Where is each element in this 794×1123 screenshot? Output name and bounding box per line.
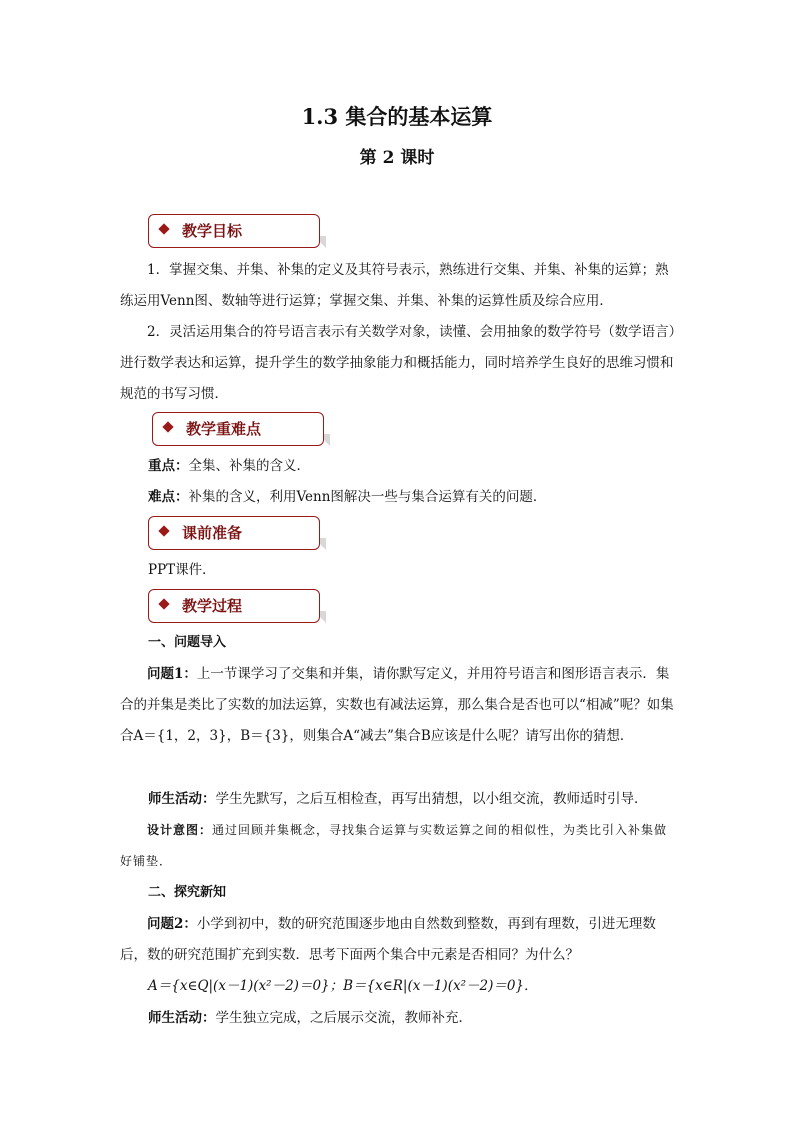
question-2-label: 问题2： [147,916,197,932]
question-1-label: 问题1： [147,666,197,682]
part-one-title: 一、问题导入 [148,635,227,650]
activity-2-paragraph [148,1003,676,1034]
section-header-keypoints [152,412,326,446]
activity-1-text: 学生先默写，之后互相检查，再写出猜想，以小组交流，教师适时引导． [215,791,648,807]
difficult-point-line [148,482,676,513]
key-point-text: 全集、补集的含义． [188,458,310,474]
section-header-goals [148,214,322,248]
design-intent-text: 通过回顾并集概念，寻找集合运算与实数运算之间的相似性，为类比引入补集做好铺垫． [120,823,668,868]
section-label: 课前准备 [182,524,243,542]
question-1-paragraph [120,659,676,752]
question-1-text: 上一节课学习了交集和并集，请你默写定义，并用符号语言和图形语言表示．集合的并集是类比了实数的加法运算，实数也有减法运算，那么集合是否也可以“相减”呢？如集合A＝{1，2，3}，B＝{3}，则集合A“减去”集合B应该是什么呢？请写出你的猜想． [120,666,674,744]
prep-text: PPT课件． [148,562,216,578]
design-intent-paragraph [120,815,676,877]
document-subtitle: 第 2 课时 [359,148,435,168]
section-header-process [148,589,322,623]
activity-2-label: 师生活动： [148,1010,216,1026]
design-intent-label: 设计意图： [147,823,213,837]
goal-paragraph-1: 1．掌握交集、并集、补集的定义及其符号表示，熟练进行交集、并集、补集的运算；熟练运用Venn图、数轴等进行运算；掌握交集、并集、补集的运算性质及综合应用． [120,262,669,309]
part-two-title: 二、探究新知 [148,885,227,900]
set-formula: A＝{x∈Q|(x－1)(x²－2)＝0}；B＝{x∈R|(x－1)(x²－2)＝0}． [148,978,538,994]
difficult-point-label: 难点： [148,489,189,505]
section-header-prep [148,516,322,550]
question-2-paragraph [120,909,676,971]
activity-2-text: 学生独立完成，之后展示交流，教师补充． [215,1010,472,1026]
document-title: 1.3 集合的基本运算 [301,104,493,129]
difficult-point-text: 补集的含义，利用Venn图解决一些与集合运算有关的问题． [188,489,547,505]
section-label: 教学目标 [182,222,243,240]
activity-1-label: 师生活动： [148,791,216,807]
key-point-line [148,451,676,482]
question-2-text: 小学到初中，数的研究范围逐步地由自然数到整数，再到有理数，引进无理数后，数的研究范围扩充到实数．思考下面两个集合中元素是否相同？为什么？ [120,916,656,963]
goal-paragraph-2: 2．灵活运用集合的符号语言表示有关数学对象，读懂、会用抽象的数学符号（数学语言）进行数学表达和运算，提升学生的数学抽象能力和概括能力，同时培养学生良好的思维习惯和规范的书写习惯． [120,324,676,402]
key-point-label: 重点： [148,458,189,474]
activity-1-paragraph [148,784,676,815]
section-label: 教学过程 [182,597,243,615]
section-label: 教学重难点 [186,420,262,438]
